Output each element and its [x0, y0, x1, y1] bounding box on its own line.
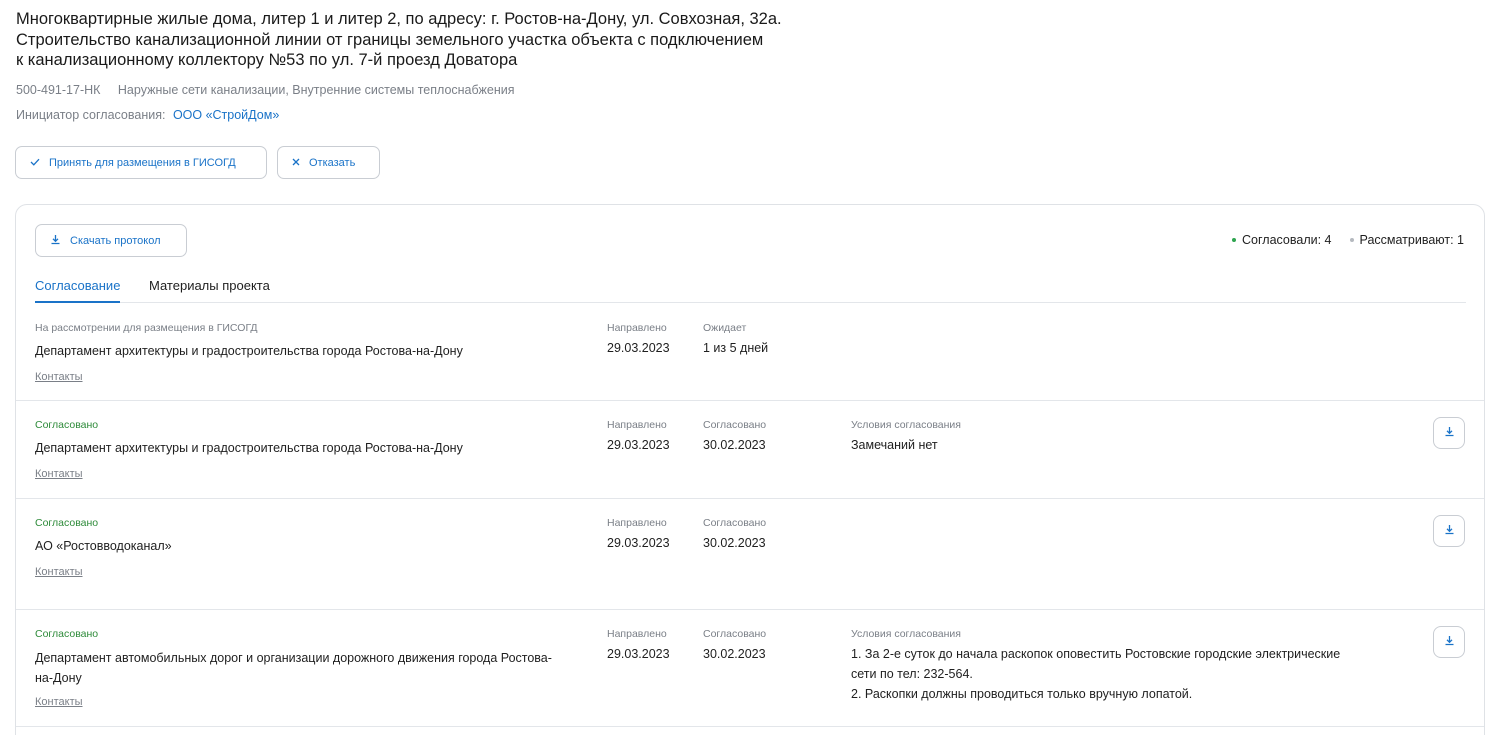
conditions-value	[851, 435, 1411, 455]
conditions-line: 1. За 2-е суток до начала раскопок оповестить Ростовские городские электрические	[851, 647, 1341, 661]
action-bar	[15, 146, 380, 179]
download-button[interactable]	[1433, 515, 1465, 547]
approval-card	[15, 204, 1485, 735]
sent-label: Направлено	[607, 419, 667, 431]
sent-label: Направлено	[607, 517, 667, 529]
conditions-label: Условия согласования	[851, 419, 961, 431]
close-icon	[292, 157, 300, 169]
project-meta	[16, 83, 1016, 97]
reject-button-label: Отказать	[309, 156, 356, 169]
download-icon	[1444, 424, 1455, 442]
initiator-label: Инициатор согласования:	[16, 107, 166, 122]
approval-row	[16, 610, 1484, 727]
title-line-3: к канализационному коллектору №53 по ул. 7-й проезд Доватора	[16, 51, 518, 69]
sent-value: 29.03.2023	[607, 341, 670, 355]
page-header	[16, 9, 1016, 122]
download-icon	[1444, 522, 1455, 540]
conditions-line: 2. Раскопки должны проводиться только вручную лопатой.	[851, 687, 1193, 701]
sent-value: 29.03.2023	[607, 647, 670, 661]
row-status: На рассмотрении для размещения в ГИСОГД	[35, 322, 258, 334]
summary-approved	[1232, 233, 1331, 247]
download-protocol-label: Скачать протокол	[70, 234, 161, 247]
project-networks: Наружные сети канализации, Внутренние системы теплоснабжения	[117, 82, 515, 97]
approved-label: Согласовано	[703, 628, 767, 640]
approval-row	[16, 401, 1484, 499]
sent-label: Направлено	[607, 322, 667, 334]
tab-materials[interactable]: Материалы проекта	[149, 278, 270, 293]
contacts-link[interactable]: Контакты	[35, 566, 83, 578]
reject-button[interactable]	[277, 146, 380, 179]
summary-approved-text: Согласовали: 4	[1242, 233, 1332, 247]
download-button[interactable]	[1433, 417, 1465, 449]
waiting-value: 1 из 5 дней	[703, 341, 769, 355]
approved-value: 30.02.2023	[703, 536, 766, 550]
contacts-link[interactable]: Контакты	[35, 371, 83, 383]
accept-button[interactable]	[15, 146, 267, 179]
approval-row	[16, 304, 1484, 401]
row-status: Согласовано	[35, 628, 99, 640]
row-org: АО «Ростовводоканал»	[35, 539, 172, 553]
contacts-link[interactable]: Контакты	[35, 696, 83, 708]
approved-value: 30.02.2023	[703, 647, 766, 661]
approved-value: 30.02.2023	[703, 438, 766, 452]
summary-reviewing	[1350, 233, 1464, 247]
project-code: 500-491-17-НК	[16, 82, 101, 97]
row-org: Департамент архитектуры и градостроительства города Ростова-на-Дону	[35, 344, 463, 358]
initiator	[16, 108, 1016, 122]
row-org: Департамент автомобильных дорог и организации дорожного движения города Ростова-на-Дону	[35, 651, 552, 685]
download-icon	[1444, 633, 1455, 651]
check-icon	[30, 157, 40, 169]
initiator-link[interactable]: ООО «СтройДом»	[172, 107, 280, 122]
download-button[interactable]	[1433, 626, 1465, 658]
approved-label: Согласовано	[703, 419, 767, 431]
page-title	[16, 9, 1016, 71]
sent-value: 29.03.2023	[607, 438, 670, 452]
tab-approval[interactable]: Согласование	[35, 278, 120, 303]
sent-value: 29.03.2023	[607, 536, 670, 550]
row-status: Согласовано	[35, 419, 99, 431]
approval-summary	[1232, 233, 1464, 247]
conditions-label: Условия согласования	[851, 628, 961, 640]
approved-label: Согласовано	[703, 517, 767, 529]
approval-row	[16, 499, 1484, 610]
title-line-1: Многоквартирные жилые дома, литер 1 и литер 2, по адресу: г. Ростов-на-Дону, ул. Совхозная, 32а.	[16, 10, 782, 28]
sent-label: Направлено	[607, 628, 667, 640]
green-dot-icon	[1232, 238, 1236, 242]
tabs	[35, 270, 1466, 303]
download-protocol-button[interactable]	[35, 224, 187, 257]
conditions-line: сети по тел: 232-564.	[851, 667, 973, 681]
summary-reviewing-text: Рассматривают: 1	[1359, 233, 1464, 247]
title-line-2: Строительство канализационной линии от границы земельного участка объекта с подключением	[16, 30, 764, 49]
gray-dot-icon	[1350, 238, 1354, 242]
waiting-label: Ожидает	[703, 322, 747, 334]
contacts-link[interactable]: Контакты	[35, 468, 83, 480]
download-icon	[50, 234, 61, 248]
conditions-line: Замечаний нет	[851, 438, 938, 452]
conditions-value	[851, 644, 1411, 704]
row-status: Согласовано	[35, 517, 99, 529]
row-org: Департамент архитектуры и градостроительства города Ростова-на-Дону	[35, 441, 463, 455]
accept-button-label: Принять для размещения в ГИСОГД	[49, 156, 236, 169]
